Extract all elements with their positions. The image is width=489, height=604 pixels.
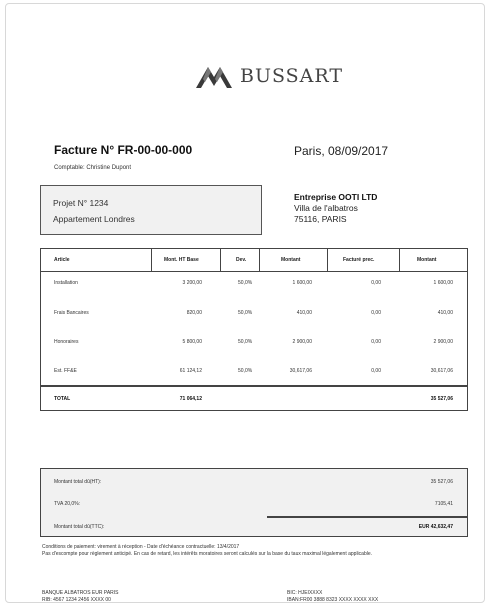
bank-details	[42, 590, 119, 604]
col-header-base: Mont. HT Base	[164, 257, 199, 263]
brand-logo	[194, 62, 343, 90]
cell-total: 2 900,00	[433, 339, 453, 345]
cell-montant: 2 900,00	[292, 339, 312, 345]
cell-montant: 30,617,06	[289, 368, 312, 374]
bank-iban: IBAN:FR00 3888 8323 XXXX XXXX XXX	[287, 597, 379, 603]
cell-dev: 50,0%	[238, 339, 253, 345]
bank-name: BANQUE ALBATROS EUR PARIS	[42, 590, 119, 596]
client-name: Entreprise OOTI LTD	[294, 192, 378, 202]
col-header-prec: Facturé prec.	[343, 257, 375, 263]
brand-name: BUSSART	[240, 65, 344, 87]
conditions-line-2: Pas d'escompte pour règlement anticipé. En cas de retard, les intérêts moratoires seront calculés sur la base du taux maximal légalement applicable.	[42, 551, 373, 557]
total-base: 71 064,12	[179, 396, 202, 402]
cell-base: 61 124,12	[179, 368, 202, 374]
cell-base: 3 200,00	[182, 280, 202, 286]
cell-article: Est. FF&E	[54, 368, 77, 374]
total-amount: 35 527,06	[430, 396, 453, 402]
cell-article: Honoraires	[54, 339, 79, 345]
invoice-accountant: Comptable: Christine Dupont	[54, 165, 132, 171]
cell-prec: 0,00	[371, 339, 381, 345]
col-header-montant: Montant	[281, 257, 301, 263]
bank-rib: RIB: 4567 1234 2456 XXXX 00	[42, 597, 111, 603]
cell-article: Frais Bancaires	[54, 310, 89, 316]
summary-divider	[267, 516, 467, 518]
cell-dev: 50,0%	[238, 280, 253, 286]
cell-montant: 410,00	[296, 310, 312, 316]
mountain-logo-icon	[194, 63, 234, 89]
cell-total: 30,617,06	[430, 368, 453, 374]
invoice-title: Facture N° FR-00-00-000	[54, 143, 193, 157]
tva-label: TVA 20,0%:	[54, 501, 81, 507]
ht-value: 35 527,06	[430, 479, 453, 485]
invoice-page	[5, 3, 485, 603]
project-box	[40, 185, 262, 235]
client-address-line1: Villa de l'albatros	[294, 203, 358, 213]
ht-label: Montant total dû(HT):	[54, 479, 102, 485]
cell-prec: 0,00	[371, 310, 381, 316]
ttc-value: EUR 42,632,47	[418, 524, 453, 530]
bank-codes	[287, 590, 378, 604]
col-header-dev: Dev.	[236, 257, 247, 263]
total-divider	[41, 385, 467, 387]
ttc-label: Montant total dû(TTC):	[54, 524, 105, 530]
col-header-article: Article	[54, 257, 70, 263]
invoice-table	[40, 248, 468, 411]
cell-montant: 1 600,00	[292, 280, 312, 286]
cell-article: Installation	[54, 280, 78, 286]
table-header	[41, 249, 467, 272]
project-number: Projet N° 1234	[53, 198, 109, 208]
totals-summary	[40, 468, 468, 537]
cell-total: 410,00	[437, 310, 453, 316]
cell-base: 5 800,00	[182, 339, 202, 345]
project-name: Appartement Londres	[53, 214, 135, 224]
cell-total: 1 600,00	[433, 280, 453, 286]
col-header-total: Montant	[417, 257, 437, 263]
cell-base: 820,00	[186, 310, 202, 316]
cell-dev: 50,0%	[238, 368, 253, 374]
client-address-line2: 75116, PARIS	[294, 214, 347, 224]
conditions-line-1: Conditions de paiement: virement à réception - Date d'échéance contractuelle: 13/4/2017	[42, 544, 240, 550]
invoice-date: Paris, 08/09/2017	[294, 144, 389, 158]
client-address	[294, 192, 377, 224]
cell-prec: 0,00	[371, 280, 381, 286]
bank-bic: BIC: HJEIXXXX	[287, 590, 323, 596]
cell-prec: 0,00	[371, 368, 381, 374]
cell-dev: 50,0%	[238, 310, 253, 316]
tva-value: 7105,41	[434, 501, 453, 507]
total-label: TOTAL	[54, 396, 71, 402]
payment-conditions	[42, 544, 372, 558]
